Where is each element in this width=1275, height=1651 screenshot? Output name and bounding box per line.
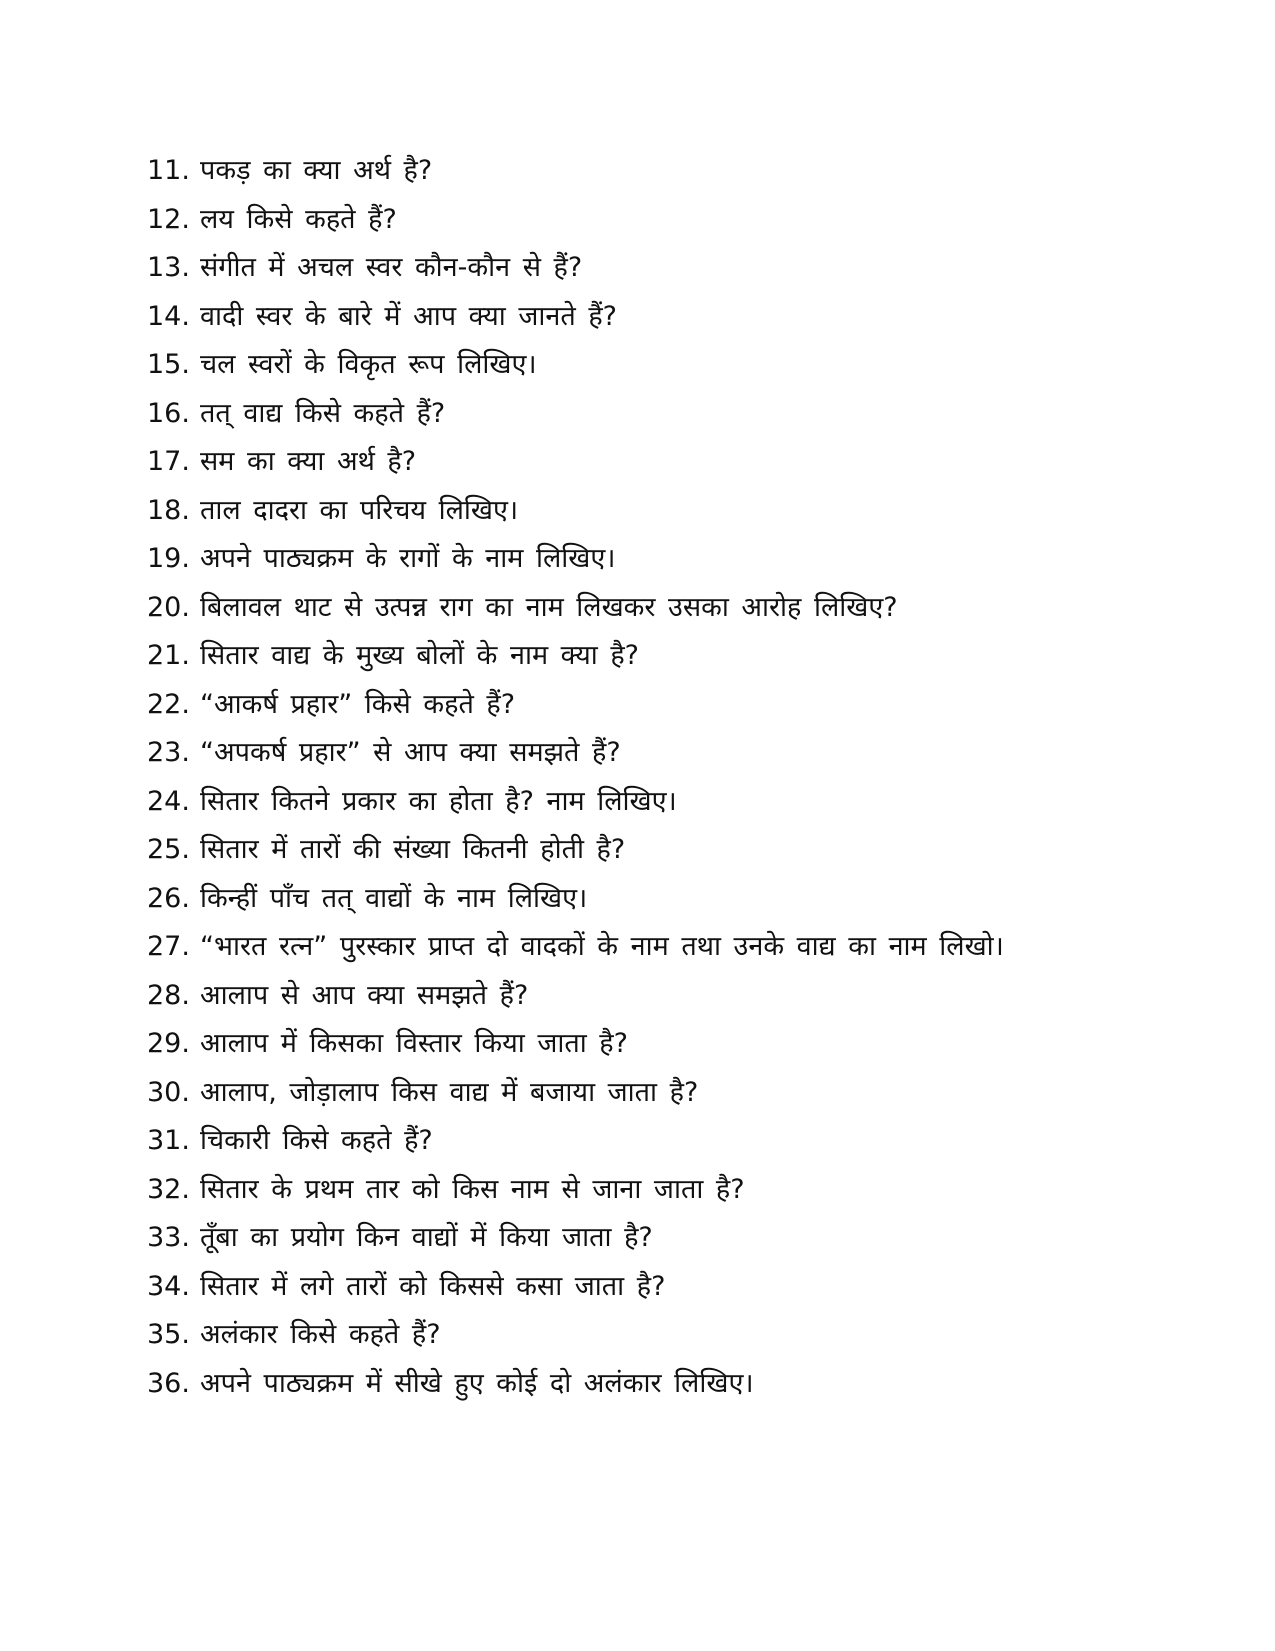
question-number: 15. bbox=[147, 349, 190, 380]
question-text: सम का क्या अर्थ है? bbox=[200, 446, 417, 477]
question-item bbox=[147, 535, 1147, 584]
question-item bbox=[147, 826, 1147, 875]
question-item bbox=[147, 632, 1147, 681]
question-text: सितार कितने प्रकार का होता है? नाम लिखिए। bbox=[200, 785, 677, 817]
question-text: वादी स्वर के बारे में आप क्या जानते हैं? bbox=[200, 300, 617, 332]
question-item bbox=[147, 147, 1147, 196]
question-number: 33. bbox=[147, 1222, 190, 1253]
question-number: 29. bbox=[147, 1028, 190, 1059]
question-number: 36. bbox=[147, 1367, 190, 1399]
question-text: अलंकार किसे कहते हैं? bbox=[200, 1319, 441, 1350]
question-text: अपने पाठ्यक्रम में सीखे हुए कोई दो अलंकार लिखिए। bbox=[200, 1367, 754, 1399]
question-number: 17. bbox=[147, 446, 190, 477]
question-item bbox=[147, 1360, 1147, 1409]
question-number: 32. bbox=[147, 1173, 190, 1205]
question-number: 21. bbox=[147, 640, 190, 671]
question-number: 12. bbox=[147, 203, 190, 235]
question-text: सितार में तारों की संख्या कितनी होती है? bbox=[200, 834, 626, 865]
question-number: 27. bbox=[147, 931, 190, 962]
question-text: सितार के प्रथम तार को किस नाम से जाना जाता है? bbox=[200, 1173, 745, 1205]
question-text: अपने पाठ्यक्रम के रागों के नाम लिखिए। bbox=[200, 543, 616, 574]
question-number: 25. bbox=[147, 834, 190, 865]
question-item bbox=[147, 923, 1147, 972]
question-item bbox=[147, 972, 1147, 1021]
question-number: 35. bbox=[147, 1319, 190, 1350]
question-item bbox=[147, 293, 1147, 342]
question-item bbox=[147, 584, 1147, 633]
question-number: 19. bbox=[147, 543, 190, 574]
question-item bbox=[147, 681, 1147, 730]
question-number: 16. bbox=[147, 397, 190, 429]
question-number: 26. bbox=[147, 882, 190, 914]
question-number: 23. bbox=[147, 737, 190, 768]
question-item bbox=[147, 1311, 1147, 1360]
question-item bbox=[147, 390, 1147, 439]
question-item bbox=[147, 438, 1147, 487]
question-text: किन्हीं पाँच तत् वाद्यों के नाम लिखिए। bbox=[200, 882, 588, 914]
question-text: आलाप में किसका विस्तार किया जाता है? bbox=[200, 1028, 628, 1059]
question-item bbox=[147, 1214, 1147, 1263]
question-text: चिकारी किसे कहते हैं? bbox=[200, 1125, 433, 1156]
question-text: संगीत में अचल स्वर कौन-कौन से हैं? bbox=[200, 252, 583, 283]
question-text: आलाप, जोड़ालाप किस वाद्य में बजाया जाता है? bbox=[200, 1076, 699, 1108]
question-text: चल स्वरों के विकृत रूप लिखिए। bbox=[200, 349, 537, 380]
question-item bbox=[147, 875, 1147, 924]
question-item bbox=[147, 341, 1147, 390]
question-item bbox=[147, 1166, 1147, 1215]
question-text: सितार में लगे तारों को किससे कसा जाता है? bbox=[200, 1270, 666, 1302]
question-list bbox=[147, 147, 1147, 1408]
question-text: बिलावल थाट से उत्पन्न राग का नाम लिखकर उसका आरोह लिखिए? bbox=[200, 591, 898, 623]
question-number: 31. bbox=[147, 1125, 190, 1156]
question-text: “भारत रत्न” पुरस्कार प्राप्त दो वादकों के नाम तथा उनके वाद्य का नाम लिखो। bbox=[200, 931, 1004, 962]
question-text: ताल दादरा का परिचय लिखिए। bbox=[200, 494, 519, 526]
question-item bbox=[147, 1069, 1147, 1118]
question-number: 20. bbox=[147, 591, 190, 623]
question-number: 11. bbox=[147, 155, 190, 186]
question-number: 22. bbox=[147, 688, 190, 720]
question-item bbox=[147, 1263, 1147, 1312]
question-number: 28. bbox=[147, 979, 190, 1011]
question-text: तूँबा का प्रयोग किन वाद्यों में किया जाता है? bbox=[200, 1222, 653, 1253]
question-text: तत् वाद्य किसे कहते हैं? bbox=[200, 397, 446, 429]
question-number: 18. bbox=[147, 494, 190, 526]
question-item bbox=[147, 487, 1147, 536]
question-text: लय किसे कहते हैं? bbox=[200, 203, 397, 235]
question-text: “आकर्ष प्रहार” किसे कहते हैं? bbox=[200, 688, 516, 720]
question-item bbox=[147, 729, 1147, 778]
question-text: सितार वाद्य के मुख्य बोलों के नाम क्या है? bbox=[200, 640, 640, 671]
question-text: “अपकर्ष प्रहार” से आप क्या समझते हैं? bbox=[200, 737, 621, 768]
question-item bbox=[147, 1117, 1147, 1166]
question-number: 14. bbox=[147, 300, 190, 332]
question-number: 24. bbox=[147, 785, 190, 817]
question-number: 34. bbox=[147, 1270, 190, 1302]
question-number: 13. bbox=[147, 252, 190, 283]
question-item bbox=[147, 778, 1147, 827]
question-number: 30. bbox=[147, 1076, 190, 1108]
question-text: पकड़ का क्या अर्थ है? bbox=[200, 155, 433, 186]
question-item bbox=[147, 244, 1147, 293]
question-text: आलाप से आप क्या समझते हैं? bbox=[200, 979, 529, 1011]
question-item bbox=[147, 1020, 1147, 1069]
question-item bbox=[147, 196, 1147, 245]
